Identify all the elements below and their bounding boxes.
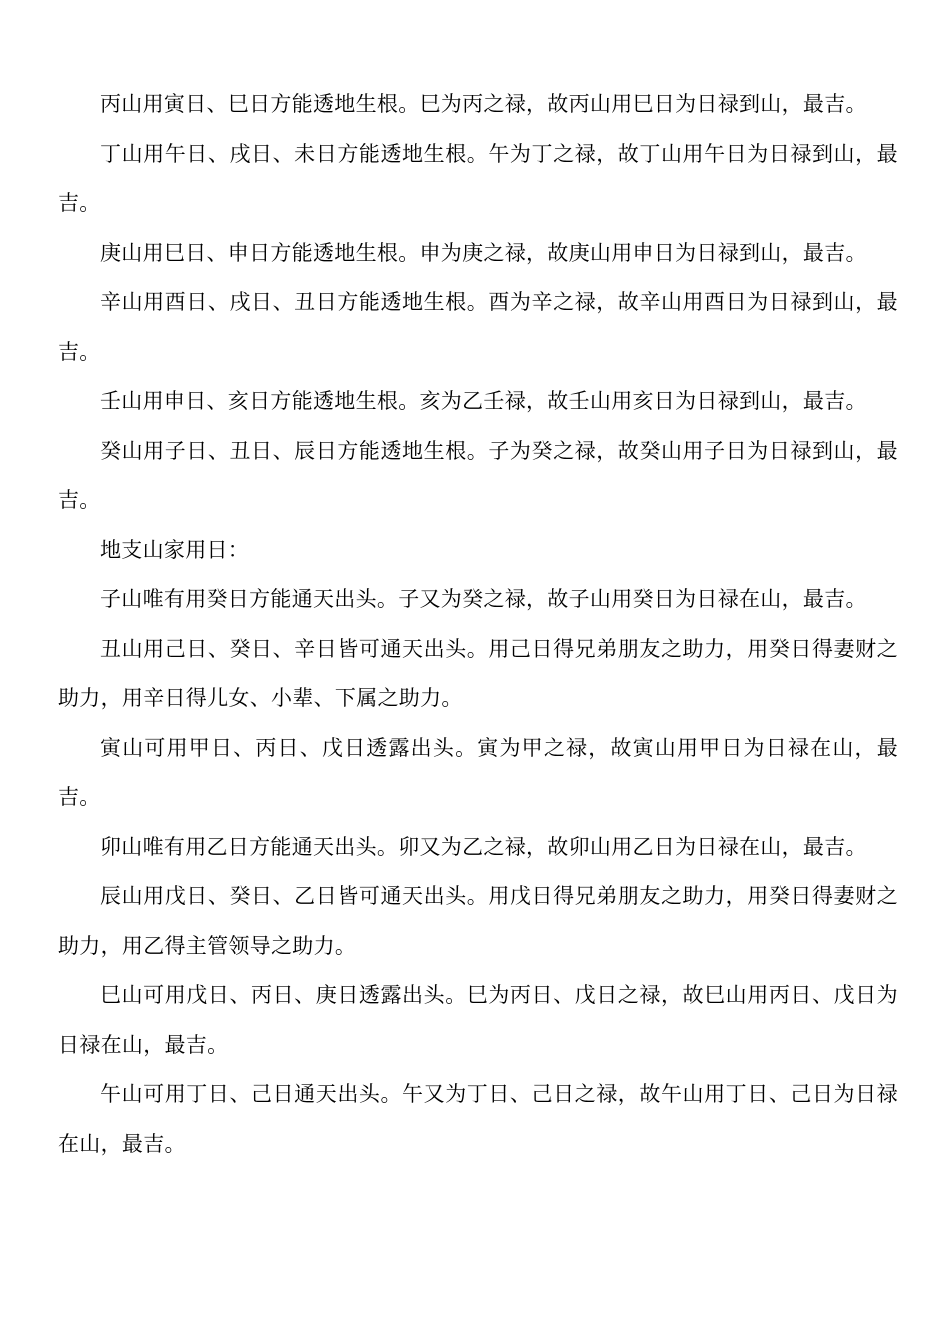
document-body bbox=[58, 80, 898, 1169]
section-heading-earthly-branches: 地支山家用日： bbox=[100, 537, 250, 562]
paragraph-zi-mountain: 子山唯有用癸日方能通天出头。子又为癸之禄，故子山用癸日为日禄在山，最吉。 bbox=[100, 587, 867, 611]
paragraph-ren-mountain: 壬山用申日、亥日方能透地生根。亥为乙壬禄，故壬山用亥日为日禄到山，最吉。 bbox=[100, 389, 867, 413]
paragraph-mao-mountain: 卯山唯有用乙日方能通天出头。卯又为乙之禄，故卯山用乙日为日禄在山，最吉。 bbox=[100, 834, 867, 859]
paragraph-gui-mountain: 癸山用子日、丑日、辰日方能透地生根。子为癸之禄，故癸山用子日为日禄到山，最吉。 bbox=[58, 438, 898, 512]
paragraph-ding-mountain: 丁山用午日、戌日、未日方能透地生根。午为丁之禄，故丁山用午日为日禄到山，最吉。 bbox=[58, 141, 898, 215]
paragraph-bing-mountain: 丙山用寅日、巳日方能透地生根。巳为丙之禄，故丙山用巳日为日禄到山，最吉。 bbox=[100, 92, 867, 116]
paragraph-geng-mountain: 庚山用巳日、申日方能透地生根。申为庚之禄，故庚山用申日为日禄到山，最吉。 bbox=[100, 240, 867, 265]
paragraph-xin-mountain: 辛山用酉日、戌日、丑日方能透地生根。酉为辛之禄，故辛山用酉日为日禄到山，最吉。 bbox=[58, 290, 898, 364]
paragraph-chou-mountain: 丑山用己日、癸日、辛日皆可通天出头。用己日得兄弟朋友之助力，用癸日得妻财之助力，用辛日得儿女、小辈、下属之助力。 bbox=[58, 636, 898, 710]
paragraph-wu-mountain: 午山可用丁日、己日通天出头。午又为丁日、己日之禄，故午山用丁日、己日为日禄在山，最吉。 bbox=[58, 1082, 898, 1156]
paragraph-chen-mountain: 辰山用戊日、癸日、乙日皆可通天出头。用戊日得兄弟朋友之助力，用癸日得妻财之助力，用乙得主管领导之助力。 bbox=[58, 884, 898, 958]
paragraph-si-mountain: 巳山可用戊日、丙日、庚日透露出头。巳为丙日、戊日之禄，故巳山用丙日、戊日为日禄在山，最吉。 bbox=[58, 983, 898, 1057]
paragraph-yin-mountain: 寅山可用甲日、丙日、戊日透露出头。寅为甲之禄，故寅山用甲日为日禄在山，最吉。 bbox=[58, 735, 898, 809]
